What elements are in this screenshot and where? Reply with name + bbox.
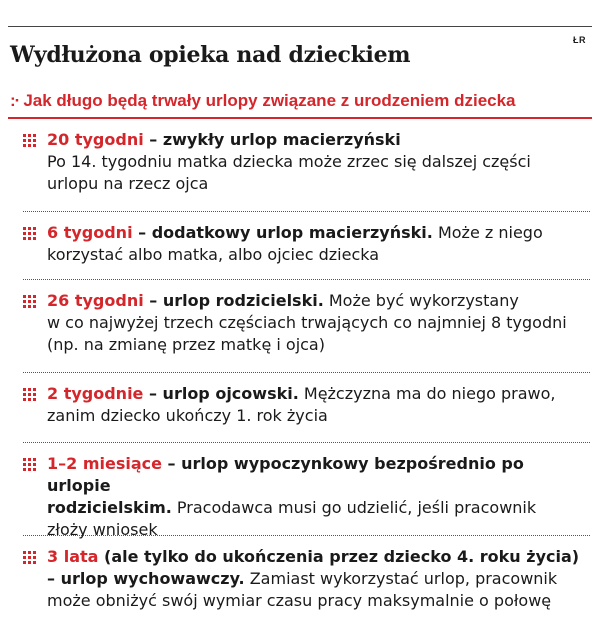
divider [23,442,590,443]
bullet-dots-icon [23,388,36,401]
item-line: urlopu na rzecz ojca [47,174,209,193]
item-line: złoży wniosek [47,520,158,539]
bullet-dots-icon [23,551,36,564]
item-line: Po 14. tygodniu matka dziecka może zrzec się dalszej części [47,152,531,171]
item-leave-type-cont: – urlop wychowawczy. [47,569,245,588]
item-duration: 6 tygodni [47,223,133,242]
item-leave-type-cont: rodzicielskim. [47,498,172,517]
item-leave-type: – urlop ojcowski. [143,384,299,403]
item-description: Zamiast wykorzystać urlop, pracownik [244,569,558,588]
item-leave-type: (ale tylko do ukończenia przez dziecko 4. roku życia) [98,547,580,566]
source-credit: ŁR [573,35,586,45]
item-line: (np. na zmianę przez matkę i ojca) [47,335,325,354]
item-description: Pracodawca musi go udzielić, jeśli pracownik [171,498,537,517]
bullet-dots-icon [23,134,36,147]
divider [23,279,590,280]
divider [23,211,590,212]
divider [23,372,590,373]
item-leave-type: – urlop rodzicielski. [143,291,324,310]
subtitle-text: Jak długo będą trwały urlopy związane z urodzeniem dziecka [23,91,516,110]
list-item [23,290,590,356]
list-item [23,129,590,195]
item-leave-type: – dodatkowy urlop macierzyński. [132,223,433,242]
item-line: zanim dziecko ukończy 1. rok życia [47,406,328,425]
top-rule [8,26,592,27]
item-leave-type: – zwykły urlop macierzyński [143,130,401,149]
item-description: Mężczyzna ma do niego prawo, [298,384,556,403]
list-item [23,222,590,266]
item-duration: 1–2 miesiące [47,454,162,473]
bullet-dots-icon [23,458,36,471]
item-description: Może z niego [432,223,543,242]
bullet-dots-icon [23,227,36,240]
item-duration: 20 tygodni [47,130,144,149]
item-line: korzystać albo matka, albo ojciec dziecka [47,245,380,264]
subtitle [10,91,516,111]
item-duration: 2 tygodnie [47,384,144,403]
item-leave-type: – urlop wypoczynkowy bezpośrednio po urlopie [47,454,524,495]
list-item [23,383,590,427]
item-line: może obniżyć swój wymiar czasu pracy maksymalnie o połowę [47,591,552,610]
bullet-dots-icon [23,295,36,308]
item-description: Może być wykorzystany [323,291,519,310]
page-title: Wydłużona opieka nad dzieckiem [10,42,411,68]
list-item [23,546,590,612]
divider [23,535,590,536]
item-duration: 3 lata [47,547,99,566]
item-duration: 26 tygodni [47,291,144,310]
list-item [23,453,590,541]
item-line: w co najwyżej trzech częściach trwających co najmniej 8 tygodni [47,313,567,332]
dots-icon: :· [10,91,20,110]
accent-rule [8,117,592,119]
